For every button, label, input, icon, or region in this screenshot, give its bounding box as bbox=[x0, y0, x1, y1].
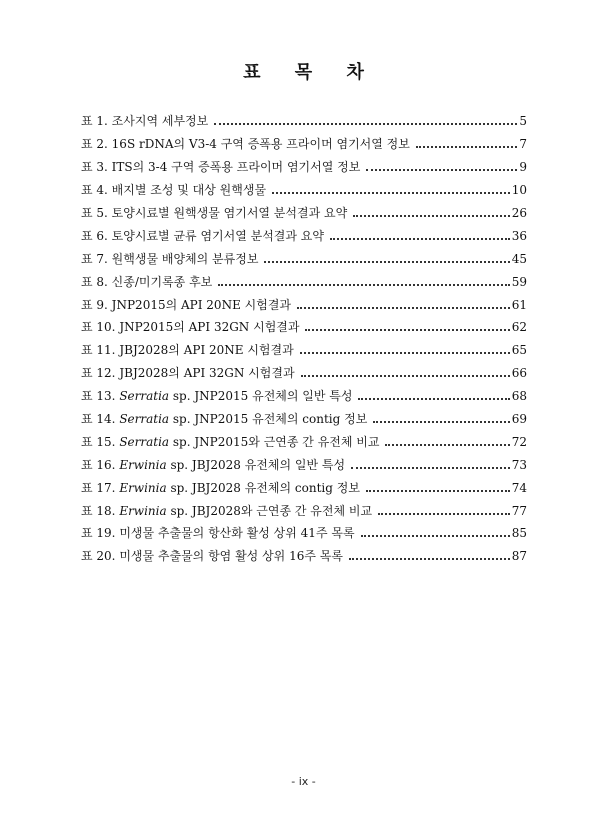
toc-entry-label bbox=[81, 550, 343, 562]
toc-entry[interactable] bbox=[81, 110, 527, 133]
toc-entry[interactable] bbox=[81, 339, 527, 362]
toc-entry-label bbox=[81, 367, 295, 379]
page-title: 표 목 차 bbox=[243, 62, 378, 83]
dot-leader bbox=[361, 535, 510, 537]
toc-entry-page: 87 bbox=[511, 549, 527, 564]
toc-entry-number: 표 18. bbox=[81, 503, 120, 518]
toc-entry-text: JBJ2028의 API 20NE 시험결과 bbox=[119, 343, 294, 358]
dot-leader bbox=[353, 215, 510, 217]
toc-entry-number: 표 7. bbox=[81, 251, 112, 266]
toc-entry-text: sp. JNP2015와 근연종 간 유전체 비교 bbox=[169, 434, 380, 449]
toc-entry-page: 77 bbox=[511, 503, 527, 518]
dot-leader bbox=[214, 123, 517, 125]
toc-entry-page: 66 bbox=[511, 366, 527, 381]
toc-entry-page: 73 bbox=[511, 457, 527, 472]
toc-entry-text: sp. JBJ2028 유전체의 일반 특성 bbox=[166, 457, 346, 472]
toc-entry-genus: Serratia bbox=[119, 412, 170, 427]
toc-entry-text: 토양시료별 균류 염기서열 분석결과 요약 bbox=[111, 228, 324, 243]
toc-entry-number: 표 14. bbox=[81, 412, 120, 427]
toc-entry-label bbox=[81, 138, 410, 150]
toc-entry-number: 표 2. bbox=[81, 137, 112, 152]
toc-entry-label bbox=[81, 115, 208, 127]
toc-entry-page: 10 bbox=[511, 183, 527, 198]
toc-entry-text: 배지별 조성 및 대상 원핵생물 bbox=[111, 183, 267, 198]
toc-entry-label bbox=[81, 505, 372, 517]
toc-entry-label bbox=[81, 527, 355, 539]
toc-entry-number: 표 16. bbox=[81, 457, 120, 472]
toc-entry-page: 26 bbox=[511, 206, 527, 220]
toc-entry[interactable] bbox=[81, 476, 527, 499]
toc-entry-text: 신종/미기록종 후보 bbox=[111, 274, 213, 289]
toc-entry-page: 36 bbox=[511, 228, 527, 243]
toc-entry[interactable] bbox=[81, 316, 527, 339]
dot-leader bbox=[264, 261, 509, 263]
toc-entry-label bbox=[81, 436, 379, 448]
dot-leader bbox=[301, 375, 510, 377]
toc-entry-page: 62 bbox=[511, 320, 527, 335]
toc-entry-text: sp. JNP2015 유전체의 일반 특성 bbox=[169, 389, 353, 404]
toc-entry-page: 68 bbox=[511, 389, 527, 404]
toc-entry-text: sp. JBJ2028와 근연종 간 유전체 비교 bbox=[166, 503, 373, 518]
dot-leader bbox=[218, 284, 509, 286]
toc-entry-number: 표 15. bbox=[81, 434, 120, 449]
toc-entry-number: 표 6. bbox=[81, 228, 112, 243]
toc-entry-label bbox=[81, 344, 294, 356]
toc-entry-text: 16S rDNA의 V3-4 구역 증폭용 프라이머 염기서열 정보 bbox=[111, 137, 410, 152]
dot-leader bbox=[378, 513, 510, 515]
dot-leader bbox=[351, 467, 510, 469]
toc-entry-number: 표 13. bbox=[81, 389, 120, 404]
dot-leader bbox=[349, 558, 510, 560]
toc-entry-number: 표 1. bbox=[81, 114, 112, 129]
toc-entry-text: 미생물 추출물의 항염 활성 상위 16주 목록 bbox=[119, 549, 343, 564]
toc-entry-label bbox=[81, 321, 299, 333]
dot-leader bbox=[272, 192, 510, 194]
toc-entry-label bbox=[81, 207, 347, 219]
toc-entry-number: 표 19. bbox=[81, 526, 120, 541]
toc-entry-number: 표 12. bbox=[81, 366, 120, 381]
toc-entry-label bbox=[81, 299, 291, 311]
toc-entry-page: 65 bbox=[511, 343, 527, 358]
toc-entry[interactable] bbox=[81, 133, 527, 156]
toc-entry-number: 표 17. bbox=[81, 480, 120, 495]
toc-entry[interactable] bbox=[81, 156, 527, 179]
toc-entry[interactable] bbox=[81, 499, 527, 522]
toc-entry[interactable] bbox=[81, 545, 527, 568]
table-of-contents-list bbox=[81, 110, 527, 568]
toc-entry-genus: Serratia bbox=[119, 434, 170, 449]
toc-entry-page: 61 bbox=[511, 297, 527, 312]
toc-entry[interactable] bbox=[81, 385, 527, 408]
toc-entry-text: JNP2015의 API 32GN 시험결과 bbox=[119, 320, 300, 335]
toc-entry-label bbox=[81, 413, 367, 425]
toc-entry-number: 표 11. bbox=[81, 343, 120, 358]
toc-entry-page: 85 bbox=[511, 526, 527, 541]
toc-entry-text: 조사지역 세부정보 bbox=[111, 114, 209, 129]
toc-entry[interactable] bbox=[81, 293, 527, 316]
toc-entry-number: 표 8. bbox=[81, 274, 112, 289]
dot-leader bbox=[358, 398, 509, 400]
toc-entry-number: 표 4. bbox=[81, 183, 112, 198]
toc-entry-page: 74 bbox=[511, 480, 527, 495]
toc-entry-label bbox=[81, 482, 360, 494]
dot-leader bbox=[297, 307, 510, 309]
toc-entry-genus: Erwinia bbox=[119, 457, 167, 472]
toc-entry-genus: Erwinia bbox=[119, 503, 167, 518]
toc-entry-text: ITS의 3-4 구역 증폭용 프라이머 염기서열 정보 bbox=[111, 160, 361, 175]
toc-entry-text: 미생물 추출물의 항산화 활성 상위 41주 목록 bbox=[119, 526, 355, 541]
toc-entry-page: 59 bbox=[511, 274, 527, 289]
dot-leader bbox=[300, 352, 510, 354]
toc-entry-page: 9 bbox=[519, 160, 527, 175]
toc-entry-label bbox=[81, 230, 324, 242]
toc-entry-label bbox=[81, 161, 360, 173]
toc-entry[interactable] bbox=[81, 270, 527, 293]
toc-entry-text: JNP2015의 API 20NE 시험결과 bbox=[111, 297, 292, 312]
toc-entry-number: 표 20. bbox=[81, 549, 120, 564]
toc-entry-page: 69 bbox=[511, 412, 527, 427]
toc-entry-label bbox=[81, 459, 345, 471]
toc-entry-number: 표 5. bbox=[81, 206, 112, 220]
toc-entry-page: 45 bbox=[511, 251, 527, 266]
toc-entry-number: 표 3. bbox=[81, 160, 112, 175]
toc-entry-label bbox=[81, 276, 212, 288]
toc-entry-label bbox=[81, 253, 258, 265]
dot-leader bbox=[366, 490, 510, 492]
toc-entry-label bbox=[81, 184, 266, 196]
toc-entry-number: 표 10. bbox=[81, 320, 120, 335]
toc-entry-number: 표 9. bbox=[81, 297, 112, 312]
toc-entry-page: 72 bbox=[511, 434, 527, 449]
toc-entry-text: 원핵생물 배양체의 분류정보 bbox=[111, 251, 259, 266]
dot-leader bbox=[366, 169, 517, 171]
toc-entry-genus: Serratia bbox=[119, 389, 170, 404]
toc-entry[interactable] bbox=[81, 430, 527, 453]
dot-leader bbox=[416, 146, 518, 148]
toc-entry[interactable] bbox=[81, 408, 527, 431]
toc-entry-genus: Erwinia bbox=[119, 480, 167, 495]
toc-entry[interactable] bbox=[81, 202, 527, 225]
toc-entry[interactable] bbox=[81, 362, 527, 385]
toc-entry-label bbox=[81, 390, 352, 402]
toc-entry[interactable] bbox=[81, 224, 527, 247]
page-number-footer: - ix - bbox=[291, 775, 316, 788]
toc-entry-text: JBJ2028의 API 32GN 시험결과 bbox=[119, 366, 295, 381]
toc-entry-text: sp. JBJ2028 유전체의 contig 정보 bbox=[166, 480, 360, 495]
toc-entry-text: sp. JNP2015 유전체의 contig 정보 bbox=[169, 412, 368, 427]
dot-leader bbox=[385, 444, 509, 446]
toc-entry-page: 5 bbox=[519, 114, 527, 129]
dot-leader bbox=[305, 329, 509, 331]
toc-entry[interactable] bbox=[81, 247, 527, 270]
toc-entry[interactable] bbox=[81, 453, 527, 476]
toc-entry[interactable] bbox=[81, 179, 527, 202]
dot-leader bbox=[373, 421, 509, 423]
toc-entry[interactable] bbox=[81, 522, 527, 545]
dot-leader bbox=[330, 238, 510, 240]
toc-entry-text: 토양시료별 원핵생물 염기서열 분석결과 요약 bbox=[111, 206, 348, 220]
toc-entry-page: 7 bbox=[519, 137, 527, 152]
